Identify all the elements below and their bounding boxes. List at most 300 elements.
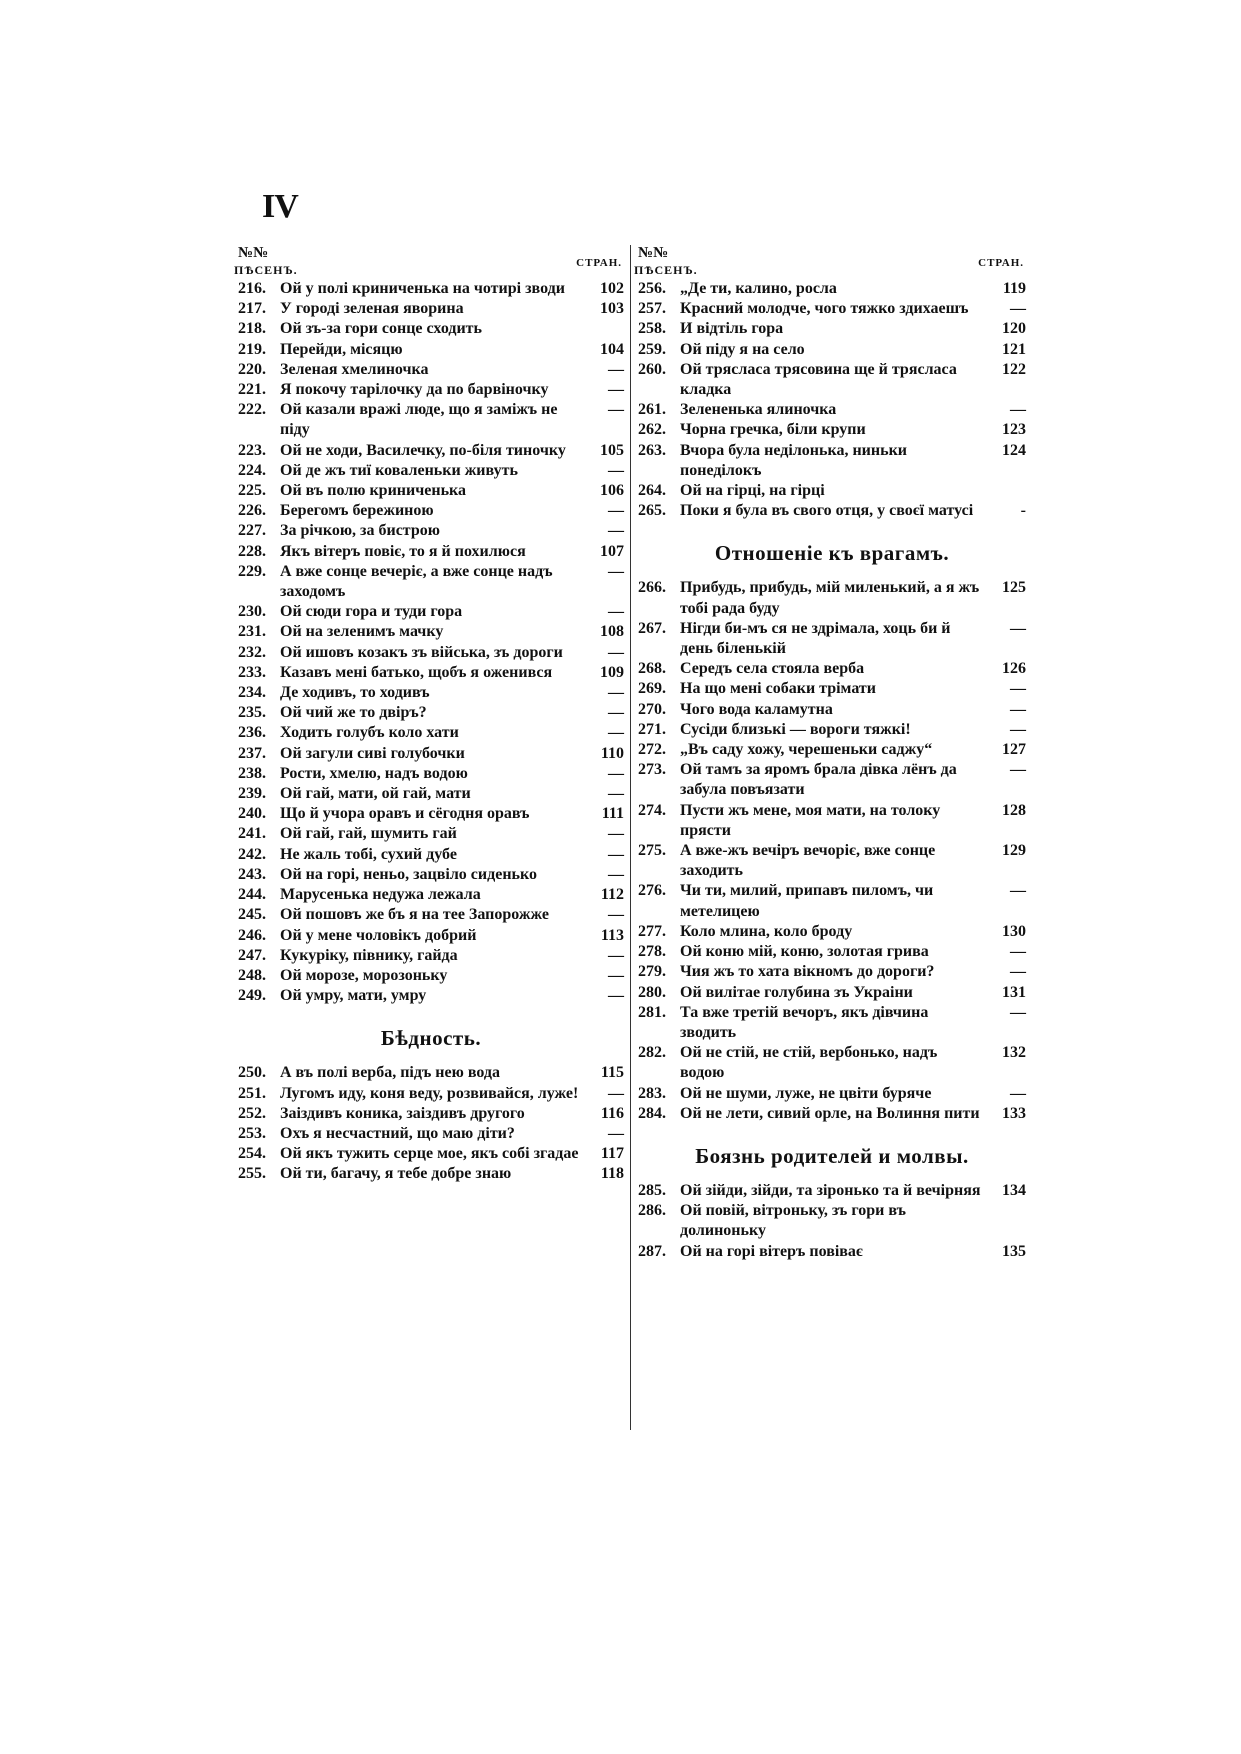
entry-number: 243. <box>238 865 266 883</box>
entry-number: 221. <box>238 381 266 399</box>
toc-entry <box>238 461 624 481</box>
entry-title: Середъ села стояла верба <box>680 660 865 678</box>
entry-number: 236. <box>238 724 266 742</box>
entry-number: 277. <box>638 922 666 940</box>
entry-number: 261. <box>638 401 666 419</box>
entry-title: Марусенька недужа лежала <box>280 886 481 904</box>
entry-title: А вже сонце вечеріє, а вже сонце надъ заходомъ <box>280 562 553 601</box>
entry-page: — <box>1010 700 1026 718</box>
entry-page: 127 <box>1002 741 1026 759</box>
toc-entry <box>238 703 624 723</box>
entry-page: 102 <box>600 280 624 297</box>
entry-page: 105 <box>600 441 624 459</box>
toc-entry <box>638 501 1026 521</box>
entry-title: Ой не ходи, Василечку, по-біля тиночку <box>280 441 566 459</box>
entry-page: 130 <box>1002 922 1026 940</box>
entry-number: 284. <box>638 1104 666 1122</box>
entry-title: Ой морозе, морозоньку <box>280 966 448 984</box>
toc-entry <box>238 643 624 663</box>
entry-page: — <box>608 987 624 1005</box>
entry-title: „Въ саду хожу, черешеньки саджу“ <box>680 741 933 759</box>
toc-entry <box>238 764 624 784</box>
toc-entry <box>238 926 624 946</box>
column-header <box>234 245 624 279</box>
entry-number: 253. <box>238 1124 266 1142</box>
entry-page: — <box>1010 882 1026 900</box>
entry-number: 263. <box>638 441 666 459</box>
entry-title: Ой у мене чоловікъ добрий <box>280 926 477 944</box>
entry-number: 262. <box>638 421 666 439</box>
entry-page: — <box>608 1084 624 1102</box>
entry-title: Поки я була въ свого отця, у своєї матусі <box>680 502 974 520</box>
entry-page: — <box>608 360 624 378</box>
entry-page: — <box>1010 963 1026 981</box>
entry-page: 112 <box>600 886 624 904</box>
entry-title: Коло млина, коло броду <box>680 922 853 940</box>
entry-number: 257. <box>638 300 666 318</box>
entry-page: 120 <box>1002 320 1026 338</box>
entry-title: Я покочу тарілочку да по барвіночку <box>280 381 549 399</box>
entry-number: 242. <box>238 845 266 863</box>
entry-page: — <box>608 825 624 843</box>
toc-entry <box>638 983 1026 1003</box>
toc-entry <box>238 542 624 562</box>
entry-title: Ой пошовъ же бъ я на тее Запорожже <box>280 906 549 924</box>
entry-title: Ой не лети, сивий орле, на Волиння пити <box>680 1104 980 1122</box>
entry-page: 124 <box>1002 441 1026 459</box>
entry-title: Чия жъ то хата вікномъ до дороги? <box>680 963 935 981</box>
toc-entry <box>238 986 624 1006</box>
entry-number: 275. <box>638 842 666 860</box>
entry-number: 216. <box>238 280 266 297</box>
entry-number: 268. <box>638 660 666 678</box>
entry-title: Ой у полі криниченька на чотирі зводи <box>280 280 565 297</box>
toc-entry <box>238 683 624 703</box>
entry-number: 235. <box>238 704 266 722</box>
toc-entry <box>638 340 1026 360</box>
column-divider <box>630 245 631 1430</box>
section-title-poverty: Бѣдность. <box>380 1026 482 1051</box>
entry-page: 126 <box>1002 660 1026 678</box>
toc-entry <box>238 380 624 400</box>
entry-title: Перейди, місяцю <box>280 340 403 358</box>
entry-title: Рости, хмелю, надъ водою <box>280 764 468 782</box>
entry-number: 280. <box>638 983 666 1001</box>
entry-number: 265. <box>638 502 666 520</box>
toc-entry <box>238 744 624 764</box>
entry-title: Ой гай, мати, ой гай, мати <box>280 785 471 803</box>
toc-entry <box>238 360 624 380</box>
entry-page: 111 <box>601 805 624 823</box>
entry-title: Ой де жъ тиї коваленьки живуть <box>280 461 518 479</box>
entry-title: Лугомъ иду, коня веду, розвивайся, луже! <box>280 1084 579 1102</box>
entry-title: Ой на горі, неньо, зацвіло сиденько <box>280 865 538 883</box>
entry-number: 247. <box>238 946 266 964</box>
toc-entry <box>638 1084 1026 1104</box>
songs-header: ПѢСЕНЪ. <box>634 263 698 277</box>
entry-number: 258. <box>638 320 666 338</box>
toc-entry <box>638 720 1026 740</box>
entry-title: Ой трясласа трясовина ще й трясласа кладка <box>680 360 957 399</box>
toc-entry <box>238 1144 624 1164</box>
entry-page: — <box>608 562 624 580</box>
entry-page: — <box>608 704 624 722</box>
toc-entry <box>238 602 624 622</box>
entry-title: Охъ я несчастний, що маю діти? <box>280 1124 515 1142</box>
toc-entry <box>638 679 1026 699</box>
toc-entry <box>238 1084 624 1104</box>
entry-page: — <box>608 785 624 803</box>
entry-page: — <box>1010 401 1026 419</box>
entry-title: Ой не стій, не стій, вербонько, надъ водою <box>680 1044 938 1082</box>
entry-number: 217. <box>238 300 266 318</box>
toc-entry <box>638 922 1026 942</box>
entry-title: Казавъ мені батько, щобъ я оженився <box>280 663 553 681</box>
entry-number: 281. <box>638 1003 666 1021</box>
toc-entry <box>638 578 1026 618</box>
entry-number: 267. <box>638 619 666 637</box>
toc-entry <box>238 723 624 743</box>
entry-title: Чорна гречка, біли крупи <box>680 421 866 439</box>
entry-title: Заіздивъ коника, заіздивъ другого <box>280 1104 525 1122</box>
entry-title: Ой на горі вітеръ повіває <box>680 1242 863 1260</box>
toc-entry <box>638 962 1026 982</box>
entry-page: — <box>608 603 624 621</box>
entry-page: 128 <box>1002 801 1026 819</box>
toc-entry <box>638 1043 1026 1083</box>
toc-entry <box>638 1003 1026 1043</box>
toc-entry <box>638 400 1026 420</box>
entry-page: 103 <box>600 300 624 318</box>
toc-entry <box>638 760 1026 800</box>
entry-title: Ой сюди гора и туди гора <box>280 603 463 621</box>
entry-number: 240. <box>238 805 266 823</box>
entry-title: Не жаль тобі, сухий дубе <box>280 845 457 863</box>
entry-number: 274. <box>638 801 666 819</box>
entry-number: 250. <box>238 1064 266 1082</box>
entry-number: 248. <box>238 966 266 984</box>
toc-entry <box>638 1104 1026 1124</box>
entry-number: 255. <box>238 1165 266 1183</box>
toc-entry <box>638 279 1026 299</box>
entry-number: 260. <box>638 360 666 378</box>
page-header: СТРАН. <box>978 257 1024 269</box>
entry-number: 223. <box>238 441 266 459</box>
entry-number: 283. <box>638 1084 666 1102</box>
entry-title: Ой загули сиві голубочки <box>280 744 465 762</box>
column-header <box>634 245 1026 279</box>
entry-number: 276. <box>638 882 666 900</box>
entry-page: 116 <box>600 1104 624 1122</box>
section-title-fear: Боязнь родителей и молвы. <box>695 1143 969 1168</box>
entry-number: 224. <box>238 461 266 479</box>
left-column <box>234 245 624 1185</box>
entry-title: Ой казали вражі люде, що я заміжъ не піду <box>280 401 558 439</box>
entry-number: 229. <box>238 562 266 580</box>
section-title-enemies: Отношеніе къ врагамъ. <box>714 541 950 566</box>
entry-number: 233. <box>238 663 266 681</box>
entry-number: 252. <box>238 1104 266 1122</box>
entry-title: Красний молодче, чого тяжко здихаешъ <box>680 300 969 318</box>
page-header: СТРАН. <box>576 257 622 269</box>
entry-title: Що й учора оравъ и сёгодня оравъ <box>280 805 530 823</box>
entry-number: 272. <box>638 741 666 759</box>
entry-number: 273. <box>638 761 666 779</box>
entry-number: 226. <box>238 502 266 520</box>
entry-title: Зеленая хмелиночка <box>280 360 429 378</box>
entry-title: Прибудь, прибудь, мій миленький, а я жъ тобі рада буду <box>680 579 980 617</box>
entry-page: 125 <box>1002 579 1026 597</box>
number-header: №№ <box>238 245 269 261</box>
entry-title: Берегомъ бережиною <box>280 502 434 520</box>
enemies-entry-list <box>638 578 1026 1123</box>
entry-number: 266. <box>638 579 666 597</box>
toc-entry <box>238 622 624 642</box>
entry-title: Ой чий же то двіръ? <box>280 704 427 722</box>
entry-title: На що мені собаки трімати <box>680 680 877 698</box>
entry-page: 135 <box>1002 1242 1026 1260</box>
entry-title: Зелененька ялиночка <box>680 401 837 419</box>
entry-number: 287. <box>638 1242 666 1260</box>
entry-page: — <box>1010 619 1026 637</box>
entry-number: 271. <box>638 720 666 738</box>
entry-number: 220. <box>238 360 266 378</box>
entry-page: 123 <box>1002 421 1026 439</box>
entry-page: 134 <box>1002 1181 1026 1199</box>
entry-title: Ой якъ тужить серце мое, якъ собі згадае <box>280 1145 579 1163</box>
entry-number: 244. <box>238 886 266 904</box>
toc-entry <box>238 481 624 501</box>
entry-page: — <box>1010 943 1026 961</box>
entry-title: Ой зъ-за гори сонце сходить <box>280 320 482 338</box>
entry-page: 132 <box>1002 1044 1026 1062</box>
entry-number: 238. <box>238 764 266 782</box>
entry-title: Ой зійди, зійди, та зіронько та й вечірняя <box>680 1181 981 1199</box>
entry-number: 282. <box>638 1044 666 1062</box>
entry-page: — <box>1010 761 1026 779</box>
toc-entry <box>638 319 1026 339</box>
right-entry-list <box>638 279 1026 521</box>
entry-number: 278. <box>638 943 666 961</box>
entry-page: 131 <box>1002 983 1026 1001</box>
toc-entry <box>638 481 1026 501</box>
entry-number: 270. <box>638 700 666 718</box>
toc-entry <box>238 501 624 521</box>
entry-page: 108 <box>600 623 624 641</box>
toc-entry <box>238 340 624 360</box>
toc-entry <box>638 659 1026 679</box>
entry-number: 231. <box>238 623 266 641</box>
toc-entry <box>638 360 1026 400</box>
entry-number: 285. <box>638 1181 666 1199</box>
right-column <box>634 245 1026 1262</box>
entry-page: 129 <box>1002 842 1026 860</box>
entry-title: Вчора була неділонька, ниньки понеділокъ <box>680 441 907 479</box>
entry-title: А вже-жъ вечіръ вечоріє, вже сонце заходить <box>680 842 936 880</box>
entry-page: — <box>608 381 624 399</box>
entry-title: Та вже третій вечоръ, якъ дівчина зводить <box>680 1003 929 1041</box>
entry-title: Кукуріку, півнику, гайда <box>280 946 458 964</box>
entry-title: „Де ти, калино, росла <box>680 280 837 297</box>
entry-title: Сусіди близькі — вороги тяжкі! <box>680 720 911 738</box>
entry-number: 256. <box>638 280 666 297</box>
toc-entry <box>238 319 624 339</box>
entry-page: — <box>1010 680 1026 698</box>
toc-entry <box>638 942 1026 962</box>
entry-number: 245. <box>238 906 266 924</box>
entry-title: Чого вода каламутна <box>680 700 833 718</box>
entry-page: 110 <box>600 744 624 762</box>
entry-page: — <box>1010 300 1026 318</box>
entry-title: У городі зеленая яворина <box>280 300 464 318</box>
entry-title: Де ходивъ, то ходивъ <box>280 684 430 702</box>
toc-entry <box>238 845 624 865</box>
entry-page: 121 <box>1002 340 1026 358</box>
entry-number: 259. <box>638 340 666 358</box>
entry-page: — <box>608 502 624 520</box>
toc-entry <box>238 1164 624 1184</box>
page-number: IV <box>262 188 298 225</box>
entry-title: Ходить голубъ коло хати <box>280 724 459 742</box>
entry-page: - <box>1020 502 1026 520</box>
entry-page: — <box>608 724 624 742</box>
entry-number: 254. <box>238 1145 266 1163</box>
entry-number: 228. <box>238 542 266 560</box>
entry-number: 218. <box>238 320 266 338</box>
entry-title: Чи ти, милий, припавъ пиломъ, чи метелицею <box>680 882 934 920</box>
entry-number: 286. <box>638 1202 666 1220</box>
toc-entry <box>238 279 624 299</box>
entry-page: — <box>608 684 624 702</box>
toc-entry <box>638 441 1026 481</box>
entry-number: 279. <box>638 963 666 981</box>
toc-entry <box>238 299 624 319</box>
entry-title: Ой ти, багачу, я тебе добре знаю <box>280 1165 512 1183</box>
entry-title: А въ полі верба, підъ нею вода <box>280 1064 500 1082</box>
entry-page: — <box>608 522 624 540</box>
entry-page: 113 <box>600 926 624 944</box>
toc-entry <box>638 801 1026 841</box>
toc-entry <box>238 804 624 824</box>
entry-title: Пусти жъ мене, моя мати, на толоку прясти <box>680 801 941 839</box>
entry-page: — <box>1010 1084 1026 1102</box>
entry-page: 133 <box>1002 1104 1026 1122</box>
number-header: №№ <box>638 245 669 261</box>
songs-header: ПѢСЕНЪ. <box>234 263 298 277</box>
entry-page: 104 <box>600 340 624 358</box>
entry-number: 269. <box>638 680 666 698</box>
entry-number: 246. <box>238 926 266 944</box>
entry-title: За річкою, за бистрою <box>280 522 440 540</box>
toc-entry <box>638 1181 1026 1201</box>
toc-entry <box>638 1201 1026 1241</box>
left-entry-list <box>238 279 624 1006</box>
toc-entry <box>238 562 624 602</box>
entry-page: 117 <box>600 1145 624 1163</box>
toc-entry <box>238 946 624 966</box>
entry-page: — <box>608 461 624 479</box>
entry-page: — <box>608 966 624 984</box>
entry-title: Ой гай, гай, шумить гай <box>280 825 457 843</box>
entry-page: — <box>608 946 624 964</box>
entry-title: Ой коню мій, коню, золотая грива <box>680 943 929 961</box>
toc-entry <box>638 700 1026 720</box>
entry-title: Нігди би-мъ ся не здрімала, хоць би й день біленькій <box>680 619 951 658</box>
entry-page: 115 <box>600 1064 624 1082</box>
entry-title: Ой ишовъ козакъ зъ війська, зъ дороги <box>280 643 563 661</box>
toc-entry <box>238 663 624 683</box>
entry-number: 234. <box>238 684 266 702</box>
poverty-entry-list <box>238 1063 624 1184</box>
toc-entry <box>238 1063 624 1083</box>
toc-entry <box>638 881 1026 921</box>
entry-page: — <box>608 865 624 883</box>
entry-page: — <box>608 906 624 924</box>
entry-number: 249. <box>238 987 266 1005</box>
fear-entry-list <box>638 1181 1026 1262</box>
entry-number: 237. <box>238 744 266 762</box>
entry-title: Ой тамъ за яромъ брала дівка лёнъ да забула повъязати <box>680 761 957 799</box>
entry-number: 241. <box>238 825 266 843</box>
entry-title: Ой на гірці, на гірці <box>680 482 825 500</box>
entry-page: — <box>608 764 624 782</box>
toc-entry <box>638 1242 1026 1262</box>
entry-number: 225. <box>238 482 266 500</box>
entry-number: 222. <box>238 401 266 419</box>
entry-page: 118 <box>600 1165 624 1183</box>
entry-title: Ой вилітае голубина зъ Украіни <box>680 983 913 1001</box>
entry-page: — <box>608 845 624 863</box>
entry-title: Ой повій, вітроньку, зъ гори въ долиноньку <box>680 1202 906 1240</box>
entry-title: Ой піду я на село <box>680 340 805 358</box>
toc-entry <box>638 420 1026 440</box>
toc-entry <box>238 1104 624 1124</box>
entry-page: 106 <box>600 482 624 500</box>
entry-page: — <box>608 1124 624 1142</box>
toc-entry <box>238 824 624 844</box>
entry-page: 109 <box>600 663 624 681</box>
toc-entry <box>238 905 624 925</box>
entry-page: 122 <box>1002 360 1026 378</box>
entry-title: Ой въ полю криниченька <box>280 482 466 500</box>
entry-page: 107 <box>600 542 624 560</box>
toc-entry <box>238 784 624 804</box>
entry-page: — <box>1010 1003 1026 1021</box>
toc-entry <box>238 885 624 905</box>
entry-page: 119 <box>1002 280 1026 297</box>
entry-page: — <box>608 401 624 419</box>
entry-number: 251. <box>238 1084 266 1102</box>
entry-title: Ой на зеленимъ мачку <box>280 623 444 641</box>
toc-entry <box>238 1124 624 1144</box>
toc-entry <box>638 740 1026 760</box>
entry-number: 232. <box>238 643 266 661</box>
entry-number: 227. <box>238 522 266 540</box>
toc-entry <box>238 966 624 986</box>
toc-entry <box>638 841 1026 881</box>
toc-entry <box>238 400 624 440</box>
entry-title: Якъ вітеръ повіє, то я й похилюся <box>280 542 526 560</box>
entry-title: Ой умру, мати, умру <box>280 987 427 1005</box>
entry-title: Ой не шуми, луже, не цвіти буряче <box>680 1084 932 1102</box>
entry-number: 264. <box>638 482 666 500</box>
toc-entry <box>238 521 624 541</box>
entry-number: 230. <box>238 603 266 621</box>
toc-entry <box>238 865 624 885</box>
entry-number: 239. <box>238 785 266 803</box>
entry-page: — <box>608 643 624 661</box>
toc-entry <box>638 619 1026 659</box>
